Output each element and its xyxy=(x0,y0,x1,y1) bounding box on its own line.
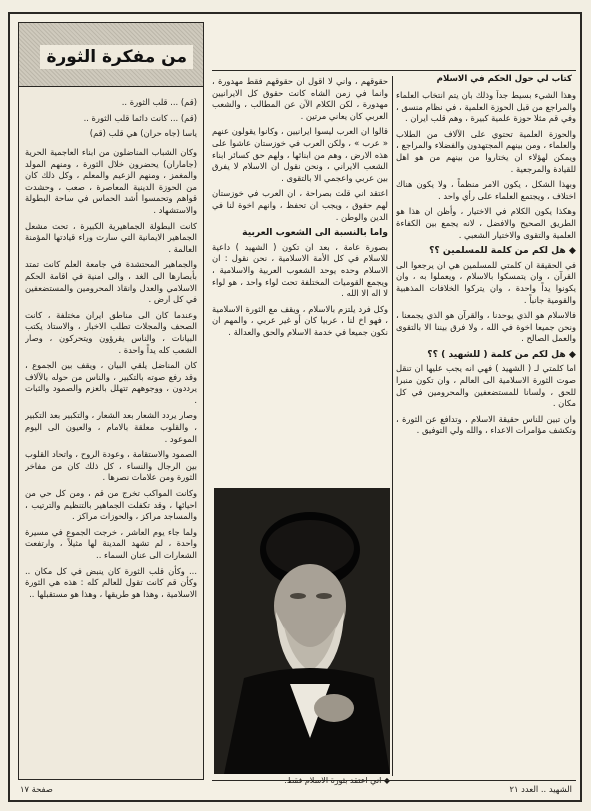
portrait-illustration xyxy=(214,488,390,774)
cleric-portrait-photo xyxy=(214,488,390,774)
footer-rule xyxy=(212,780,576,781)
question-heading xyxy=(396,245,576,257)
left-article-quote xyxy=(25,97,197,144)
paragraph: ولما جاء يوم العاشر ، خرجت الجموع في مسيرة واحدة ، لم تشهد المدينة لها مثيلاً ، وارتفعت الشعارات الى عنان السماء .. xyxy=(25,526,197,560)
right-column xyxy=(396,90,576,776)
magazine-page xyxy=(8,12,582,802)
diamond-icon: ◆ xyxy=(568,348,576,360)
paragraph: وعندما كان الى مناطق ايران مختلفة ، كانت الصحف والمجلات تطلب الاخبار ، والاستاذ يكتب البيانات ، والناس يقرؤون ويتحركون ، وصار الشعب كله يداً واحدة . xyxy=(25,309,197,355)
quote-line: (قم) ... قلب الثورة .. xyxy=(121,97,197,107)
paragraph: وهذا الشيء بسيط جداً وذلك بان يتم انتخاب العلماء والمراجع من قبل الحوزة العلمية ، في نظام منسق ، وفي قم مثلا حوزة علمية كبيرة ، وهم قلب ايران . xyxy=(396,90,576,124)
left-article-box xyxy=(18,22,204,780)
column-divider xyxy=(392,76,393,776)
middle-column xyxy=(212,76,388,482)
diamond-icon: ◆ xyxy=(568,245,576,257)
left-article-title: من مفكرة الثورة xyxy=(40,45,193,69)
paragraph: اعتقد اني قلت بصراحة ، ان العرب في خوزستان لهم حقوق ، ويجب ان تحفظ ، وانهم اخوة لنا في الدين والوطن . xyxy=(212,188,388,222)
left-article-body xyxy=(25,147,197,773)
paragraph: ... وكأن قلب الثورة كان ينبض في كل مكان .. وكأن قم كانت تقول للعالم كله : هذه هي الثورة الاسلامية ، وهذا هو طريقها ، وهذا هو مستقبلها .. xyxy=(25,565,197,599)
paragraph: كان المناضل يلقي البيان ، ويقف بين الجموع ، وقد رفع صوته بالتكبير ، والناس من حوله بالآلاف يرددون ، ووجوههم تتهلل بالعزم والصمود والثبات . xyxy=(25,360,197,405)
quote-line: ياسا (جاه حران) هي قلب (قم) xyxy=(89,128,197,139)
section-title: واما بالنسبة الى الشعوب العربية xyxy=(242,227,388,239)
page-number: صفحة ١٧ xyxy=(20,784,53,794)
paragraph: وهكذا يكون الكلام في الاختيار ، وأظن ان هذا هو الطريق الصحيح والافضل ، لانه يجمع بين الكفاءة العلمية والتقوى والاختيار الشعبي . xyxy=(396,206,576,240)
header-rule xyxy=(212,70,576,71)
paragraph: والجماهير المحتشدة في جامعة العلم كانت تمتد بأبصارها الى الغد ، والى امنية في اقامة الحكم الاسلامي والعدل وانقاذ المحرومين والمستضعفين في كل ارض . xyxy=(25,259,197,305)
right-column-heading: كتاب لي حول الحكم في الاسلام xyxy=(436,74,572,84)
paragraph: حقوقهم ، واني لا اقول ان حقوقهم فقط مهدورة ، وانما في زمن الشاه كانت حقوق كل الايرانيين مهدورة ، لكن الكلام الآن عن المطالب ، والشعب العربي كان يعاني مرتين . xyxy=(212,76,388,121)
paragraph: قالوا ان العرب ليسوا ايرانيين ، وكانوا يقولون عنهم « عرب » ، ولكن العرب في خوزستان عاشوا على هذه الارض ، وهم من ابنائها ، ولهم حق كسائر ابناء الشعب الايراني ، ونحن نقول ان الاسلام لا يفرق بين عربي واعجمي الا بالتقوى . xyxy=(212,126,388,183)
quote-line: (قم) ... كانت دائما قلب الثورة .. xyxy=(83,112,197,123)
paragraph: وصار يردد الشعار بعد الشعار ، والتكبير بعد التكبير ، والقلوب معلقة بالامام ، والعيون الى اليوم الموعود . xyxy=(25,410,197,444)
question-text: هل لكم من كلمة ( للشهيد ) ؟؟ xyxy=(427,348,566,360)
question-heading xyxy=(396,349,576,361)
paragraph: والحوزة العلمية تحتوي على الآلاف من الطلاب والعلماء ، ومن بينهم المجتهدون والفضلاء والمراجع ، ويمكن لهؤلاء ان يختاروا من بينهم من هو اهل للقيادة والمرجعية . xyxy=(396,128,576,174)
paragraph: اما كلمتي لـ ( الشهيد ) فهي انه يجب عليها ان تنقل صوت الثورة الاسلامية الى العالم ، وان تكون منبرا للحق ، ولسانا للمستضعفين والمحرومين في كل مكان . xyxy=(396,363,576,409)
paragraph: بصورة عامة ، بعد ان تكون ( الشهيد ) داعية للاسلام في كل الأمة الاسلامية ، نحن نقول : ان الاسلام وحده يوحد الشعوب العربية والاسلامية ، ويجمع القوميات المختلفة تحت لواء واحد ، هو لواء لا اله الا الله . xyxy=(212,241,388,299)
paragraph: وبهذا الشكل ، يكون الامر منظماً ، ولا يكون هناك اختلاف ، ويجتمع العلماء على رأي واحد . xyxy=(396,179,576,201)
paragraph: وكل فرد يلتزم بالاسلام ، ويقف مع الثورة الاسلامية ، فهو اخ لنا ، عربيا كان أو غير عربي ، والمهم ان نكون جميعا في خدمة الاسلام والحق والعدالة . xyxy=(212,303,388,337)
paragraph: كانت البطولة الجماهيرية الكبيرة ، تحت مشعل الجماهير الايمانية التي سارت وراء قيادتها المؤمنة العالمة . xyxy=(25,220,197,254)
question-text: هل لكم من كلمة للمسلمين ؟؟ xyxy=(429,245,566,257)
paragraph: وان تبين للناس حقيقة الاسلام ، وتدافع عن الثورة ، وتكشف مؤامرات الاعداء ، والله ولي التوفيق . xyxy=(396,413,576,436)
paragraph: الصمود والاستقامة ، وعودة الروح ، واتحاد القلوب بين الرجال والنساء ، كل ذلك كان من مفاخر الثورة ومن علامات نصرها . xyxy=(25,449,197,483)
paragraph: فالاسلام هو الذي يوحدنا ، والقرآن هو الذي يجمعنا ، ونحن جميعا اخوة في الله ، ولا فرق بيننا الا بالتقوى والعمل الصالح . xyxy=(396,310,576,344)
paragraph: وكانت المواكب تخرج من قم ، ومن كل حي من احيائها ، وقد تكفلت الجماهير بالتنظيم والترتيب ، والمساجد مراكز ، والحوزات مراكز . xyxy=(25,488,197,522)
paragraph: في الحقيقة ان كلمتي للمسلمين هي ان يرجعوا الى القرآن ، وان يتمسكوا بالاسلام ، ويعملوا به ، وان يكونوا يداً واحدة ، وان يتركوا الخلافات المذهبية والقومية جانباً . xyxy=(396,259,576,305)
issue-label: الشهيد .. العدد ٢١ xyxy=(509,784,572,794)
paragraph: وكان الشباب المناضلون من ابناء العاجمية الحرية (جاماران) يحضرون خلال الثورة ، ومنهم المولد والمغمز ، ومنهم الزعيم والمعلم ، وكل ذلك كان من الحوزة الدينية المعاصرة ، صعب ، وحشدت قواهم وتحمسوا أشد الحماس في ساحة البطولة والاستشهاد . xyxy=(25,147,197,215)
